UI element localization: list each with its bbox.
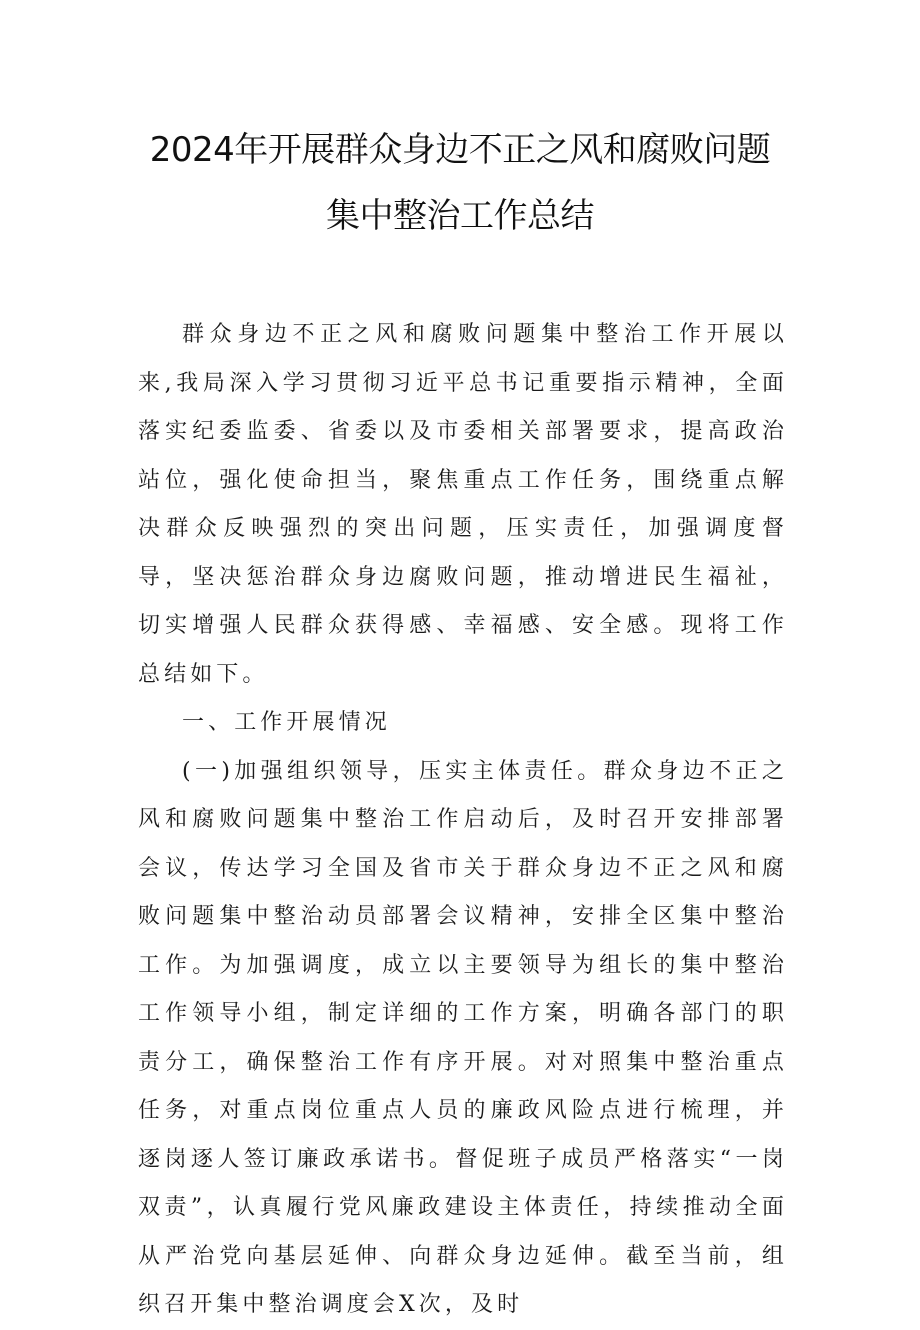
section-paragraph: (一)加强组织领导，压实主体责任。群众身边不正之风和腐败问题集中整治工作启动后，及时召开安排部署会议，传达学习全国及省市关于群众身边不正之风和腐败问题集中整治动员部署会议精神，安排全区集中整治工作。为加强调度，成立以主要领导为组长的集中整治工作领导小组，制定详细的工作方案，明确各部门的职责分工，确保整治工作有序开展。对对照集中整治重点任务，对重点岗位重点人员的廉政风险点进行梳理，并逐岗逐人签订廉政承诺书。督促班子成员严格落实“一岗双责”，认真履行党风廉政建设主体责任，持续推动全面从严治党向基层延伸、向群众身边延伸。截至当前，组织召开集中整治调度会X次，及时 (138, 758, 788, 1317)
document-title-line-2: 集中整治工作总结 (326, 196, 594, 236)
document-title-line-1: 2024年开展群众身边不正之风和腐败问题 (149, 130, 771, 170)
document-body (138, 311, 788, 1330)
intro-paragraph: 群众身边不正之风和腐败问题集中整治工作开展以来,我局深入学习贯彻习近平总书记重要指示精神，全面落实纪委监委、省委以及市委相关部署要求，提高政治站位，强化使命担当，聚焦重点工作任务，围绕重点解决群众反映强烈的突出问题，压实责任，加强调度督导，坚决惩治群众身边腐败问题，推动增进民生福祉，切实增强人民群众获得感、幸福感、安全感。现将工作总结如下。 (138, 322, 788, 687)
section-heading: 一、工作开展情况 (182, 710, 391, 735)
